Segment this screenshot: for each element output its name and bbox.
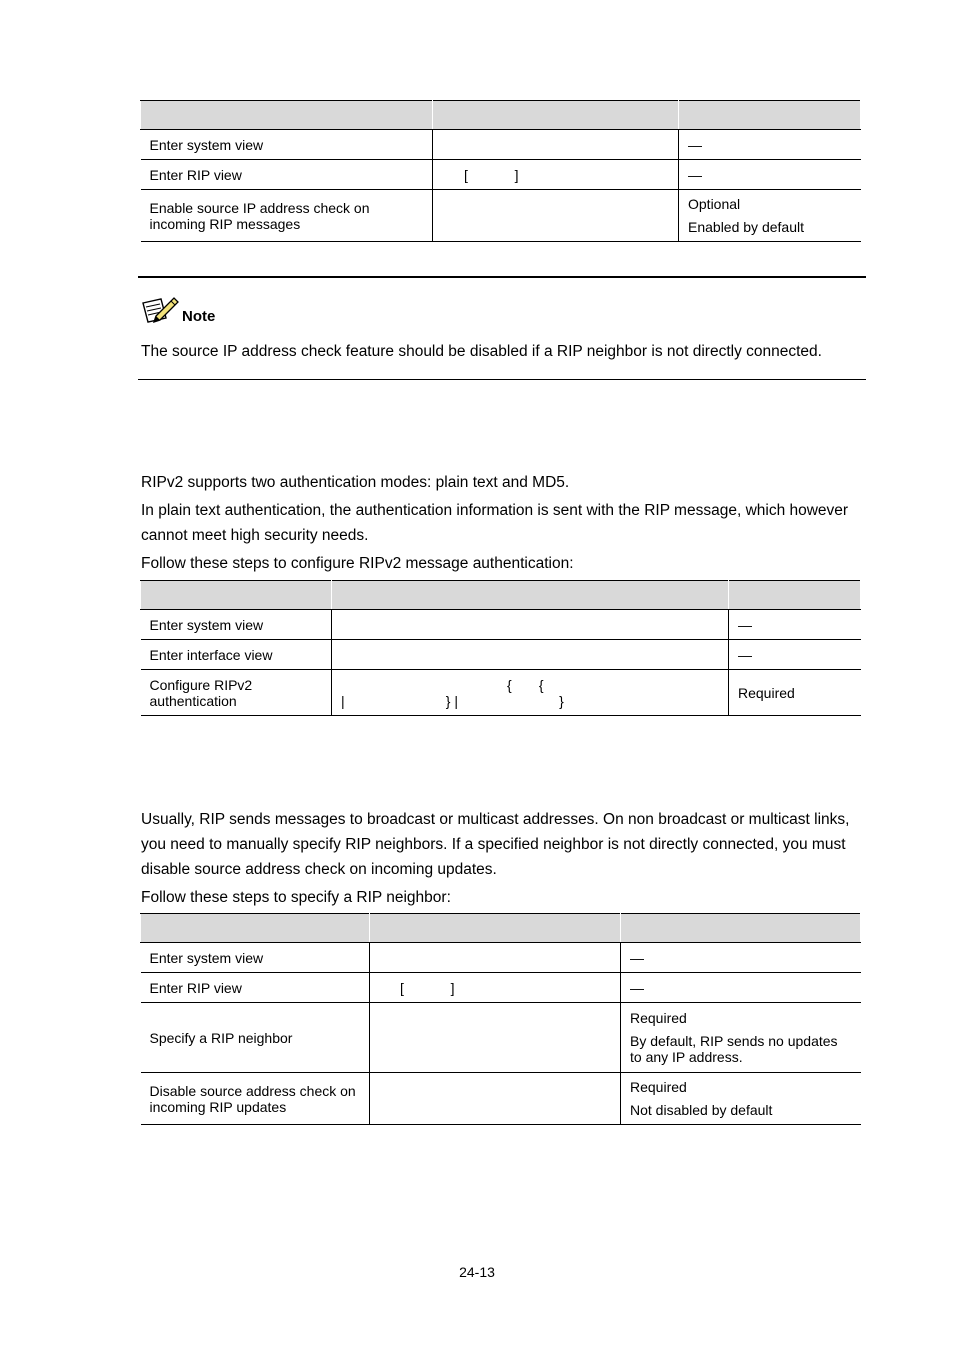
- note-bottom-rule: [138, 379, 866, 380]
- table-rip-source-check: [140, 100, 861, 242]
- step-label: Specify a RIP neighbor: [141, 1003, 370, 1073]
- step-label: Enter interface view: [141, 640, 332, 670]
- note-text: The source IP address check feature should be disabled if a RIP neighbor is not directly connected.: [141, 343, 822, 360]
- command-cell: [332, 670, 729, 716]
- remark-cell: [621, 1003, 861, 1073]
- command-cell: [433, 130, 679, 160]
- step-label: Enter RIP view: [141, 973, 370, 1003]
- header-cell: [332, 581, 729, 610]
- remark-line: Enabled by default: [688, 219, 804, 235]
- remark-line: Required: [630, 1079, 687, 1095]
- command-line: { {: [507, 676, 544, 693]
- paragraph: Usually, RIP sends messages to broadcast or multicast addresses. On non broadcast or multicast links, you need to manually specify RIP neighbors. If a specified neighbor is not directly connected, you must disable source address check on incoming updates.: [141, 811, 850, 878]
- command-cell: [ ]: [370, 973, 621, 1003]
- table-row: [141, 670, 861, 716]
- note-top-rule: [138, 276, 866, 278]
- command-cell: [370, 1073, 621, 1125]
- command-cell: [370, 943, 621, 973]
- remark-cell: —: [729, 640, 861, 670]
- remark-cell: Required: [729, 670, 861, 716]
- step-label: Configure RIPv2 authentication: [141, 670, 332, 716]
- remark-line: Optional: [688, 196, 741, 212]
- table-row: [141, 973, 861, 1003]
- remark-cell: —: [729, 610, 861, 640]
- header-cell: [621, 914, 861, 943]
- table-header-row: [141, 914, 861, 943]
- table-row: [141, 190, 861, 242]
- paragraph: In plain text authentication, the authentication information is sent with the RIP message, which however cannot meet high security needs.: [141, 502, 849, 544]
- table-row: [141, 1073, 861, 1125]
- table-row: [141, 160, 861, 190]
- command-cell: [433, 190, 679, 242]
- paragraph: Follow these steps to configure RIPv2 message authentication:: [141, 555, 574, 572]
- header-cell: [141, 101, 433, 130]
- step-label: Enter RIP view: [141, 160, 433, 190]
- remark-line: Required: [630, 1010, 687, 1026]
- header-cell: [370, 914, 621, 943]
- remark-cell: —: [621, 973, 861, 1003]
- command-cell: [370, 1003, 621, 1073]
- table-row: [141, 130, 861, 160]
- header-cell: [433, 101, 679, 130]
- table-header-row: [141, 101, 861, 130]
- step-label: Enter system view: [141, 130, 433, 160]
- remark-cell: —: [679, 130, 861, 160]
- step-label: Enable source IP address check on incoming RIP messages: [141, 190, 433, 242]
- command-cell: [332, 610, 729, 640]
- header-cell: [141, 914, 370, 943]
- header-cell: [729, 581, 861, 610]
- note-label: Note: [182, 308, 216, 325]
- step-label: Disable source address check on incoming RIP updates: [141, 1073, 370, 1125]
- table-row: [141, 943, 861, 973]
- table-row: [141, 610, 861, 640]
- table-row: [141, 1003, 861, 1073]
- table-header-row: [141, 581, 861, 610]
- table-rip-authentication: [140, 580, 861, 716]
- header-cell: [141, 581, 332, 610]
- paragraph: RIPv2 supports two authentication modes: plain text and MD5.: [141, 474, 570, 491]
- page-number: 24-13: [459, 1264, 495, 1280]
- remark-cell: —: [679, 160, 861, 190]
- header-cell: [679, 101, 861, 130]
- remark-cell: —: [621, 943, 861, 973]
- remark-cell: [679, 190, 861, 242]
- command-cell: [ ]: [433, 160, 679, 190]
- remark-line: By default, RIP sends no updates to any IP address.: [630, 1033, 838, 1065]
- remark-line: Not disabled by default: [630, 1102, 773, 1118]
- remark-cell: [621, 1073, 861, 1125]
- step-label: Enter system view: [141, 610, 332, 640]
- note-pencil-icon: [140, 294, 180, 326]
- table-rip-neighbor: [140, 913, 861, 1125]
- table-row: [141, 640, 861, 670]
- step-label: Enter system view: [141, 943, 370, 973]
- command-line: | } | }: [341, 692, 564, 709]
- paragraph: Follow these steps to specify a RIP neighbor:: [141, 889, 451, 906]
- command-cell: [332, 640, 729, 670]
